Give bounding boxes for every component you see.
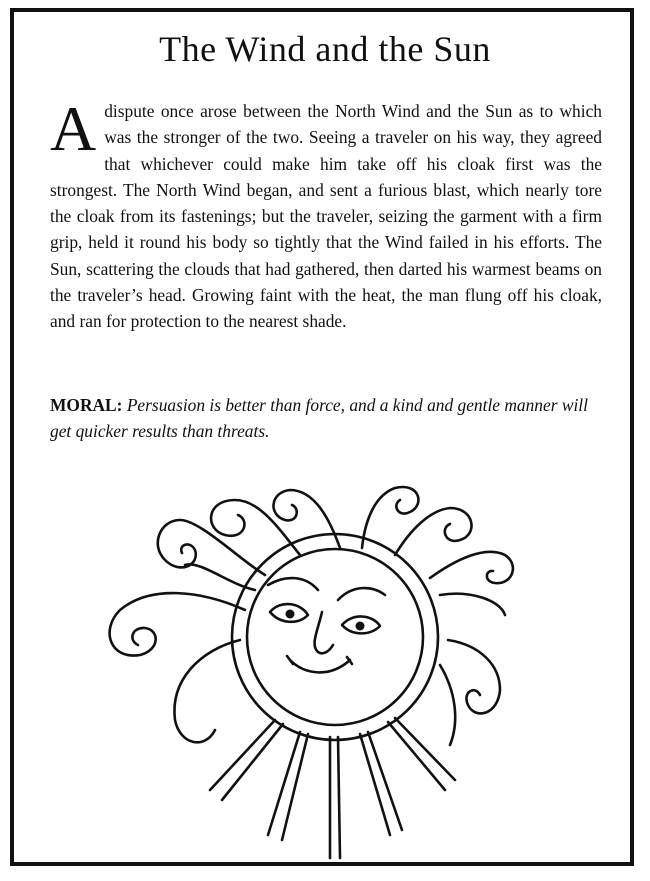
sun-face-circle (247, 549, 423, 725)
moral-label: MORAL: (50, 395, 123, 415)
sun-wavy-rays (110, 487, 513, 745)
moral-line (50, 392, 610, 445)
sun-face (268, 578, 385, 672)
drop-cap: A (50, 93, 97, 164)
story-paragraph (50, 93, 602, 335)
moral-text: Persuasion is better than force, and a kind and gentle manner will get quicker results than threats. (50, 395, 588, 442)
story-text: dispute once arose between the North Wind and the Sun as to which was the stronger of the two. Seeing a traveler on his way, they agreed that whichever could make him take off his cloak first was the strongest. The North Wind began, and sent a furious blast, which nearly tore the cloak from its fastenings; but the traveler, seizing the garment with a firm grip, held it round his body so tightly that the Wind failed in his efforts. The Sun, scattering the clouds that had gathered, then darted his warmest beams on the traveler’s head. Growing faint with the heat, the man flung off his cloak, and ran for protection to the nearest shade. (50, 101, 602, 332)
smiling-sun-icon (100, 470, 520, 865)
page-title: The Wind and the Sun (159, 29, 491, 69)
sun-outer-ring (232, 534, 438, 740)
